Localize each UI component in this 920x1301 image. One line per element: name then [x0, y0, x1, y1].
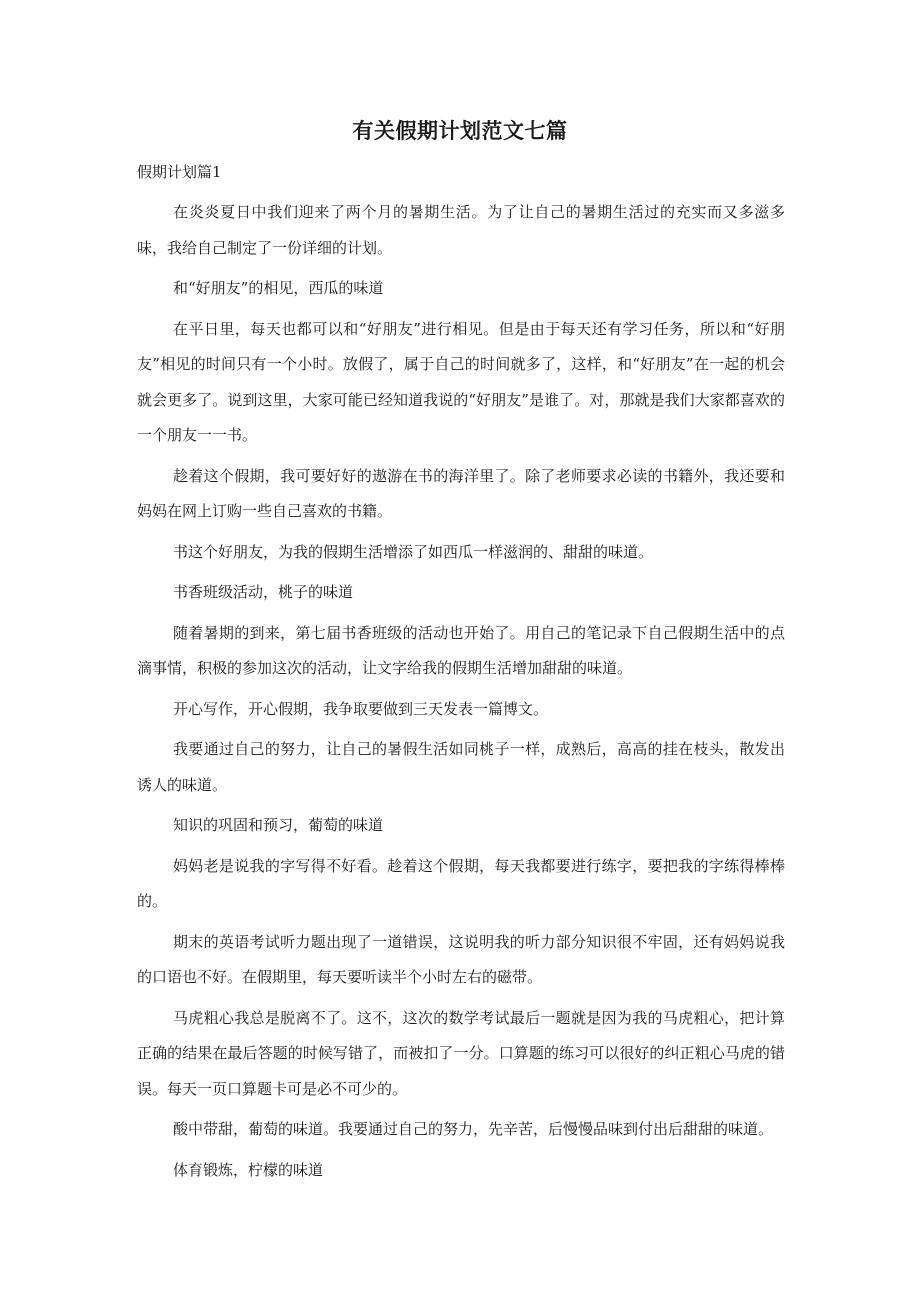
- document-title: 有关假期计划范文七篇: [352, 119, 568, 143]
- paragraph: 妈妈老是说我的字写得不好看。趁着这个假期，每天我都要进行练字，要把我的字练得棒棒的。: [137, 856, 785, 910]
- paragraph: 开心写作，开心假期，我争取要做到三天发表一篇博文。: [173, 699, 549, 718]
- subheading: 书香班级活动，桃子的味道: [173, 583, 354, 601]
- paragraph: 期末的英语考试听力题出现了一道错误，这说明我的听力部分知识很不牢固，还有妈妈说我的口语也不好。在假期里，每天要听读半个小时左右的磁带。: [137, 932, 785, 986]
- document-body: [137, 195, 785, 1193]
- subheading: 体育锻炼，柠檬的味道: [173, 1160, 324, 1179]
- section-heading: 假期计划篇1: [137, 163, 222, 181]
- paragraph: 书这个好朋友，为我的假期生活增添了如西瓜一样滋润的、甜甜的味道。: [173, 542, 654, 561]
- paragraph: 我要通过自己的努力，让自己的暑假生活如同桃子一样，成熟后，高高的挂在枝头，散发出诱人的味道。: [137, 740, 785, 794]
- paragraph: 酸中带甜，葡萄的味道。我要通过自己的努力，先辛苦，后慢慢品味到付出后甜甜的味道。: [173, 1120, 774, 1138]
- paragraph: 马虎粗心我总是脱离不了。这不，这次的数学考试最后一题就是因为我的马虎粗心，把计算正确的结果在最后答题的时候写错了，而被扣了一分。口算题的练习可以很好的纠正粗心马虎的错误。每天一页口算题卡可是必不可少的。: [137, 1008, 785, 1098]
- paragraph: 随着暑期的到来，第七届书香班级的活动也开始了。用自己的笔记录下自己假期生活中的点滴事情，积极的参加这次的活动，让文字给我的假期生活增加甜甜的味道。: [137, 623, 785, 677]
- paragraph: 在炎炎夏日中我们迎来了两个月的暑期生活。为了让自己的暑期生活过的充实而又多滋多味，我给自己制定了一份详细的计划。: [137, 203, 785, 257]
- subheading: 和“好朋友”的相见，西瓜的味道: [173, 279, 384, 297]
- paragraph: 在平日里，每天也都可以和“好朋友”进行相见。但是由于每天还有学习任务，所以和“好朋友”相见的时间只有一个小时。放假了，属于自己的时间就多了，这样，和“好朋友”在一起的机会就会更多了。说到这里，大家可能已经知道我说的“好朋友”是谁了。对，那就是我们大家都喜欢的一个朋友一一书。: [137, 319, 785, 444]
- paragraph: 趁着这个假期，我可要好好的遨游在书的海洋里了。除了老师要求必读的书籍外，我还要和妈妈在网上订购一些自己喜欢的书籍。: [137, 466, 785, 520]
- subheading: 知识的巩固和预习，葡萄的味道: [173, 816, 384, 834]
